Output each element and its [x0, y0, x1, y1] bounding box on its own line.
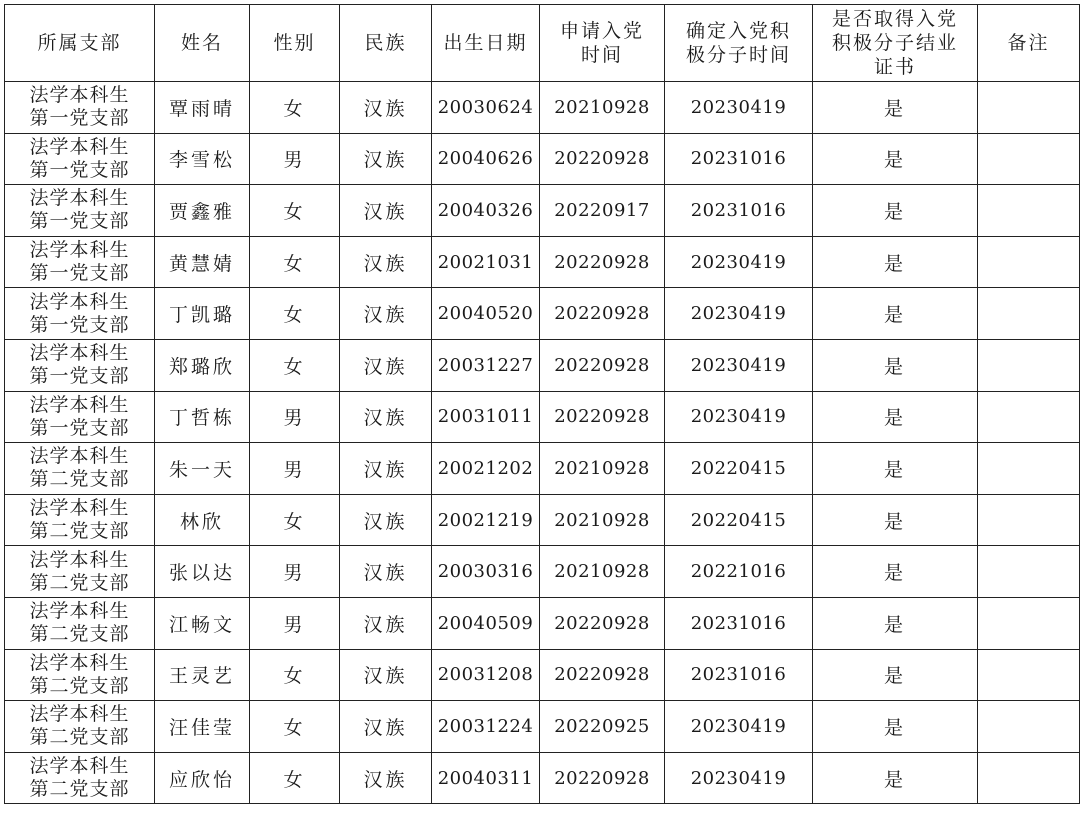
cell-branch: 法学本科生 第一党支部: [5, 339, 155, 391]
cell-branch: 法学本科生 第二党支部: [5, 701, 155, 753]
cell-application-date: 20220928: [540, 236, 665, 288]
cell-gender: 女: [250, 701, 340, 753]
cell-ethnicity: 汉族: [340, 288, 432, 340]
cell-application-date: 20220928: [540, 597, 665, 649]
table-row: [5, 391, 1080, 443]
cell-activist-date: 20221016: [665, 546, 813, 598]
cell-name: 丁哲栋: [155, 391, 250, 443]
cell-application-date: 20220928: [540, 752, 665, 804]
activist-roster-table: [4, 4, 1080, 804]
cell-branch: 法学本科生 第二党支部: [5, 649, 155, 701]
cell-certificate: 是: [813, 597, 978, 649]
cell-certificate: 是: [813, 752, 978, 804]
cell-ethnicity: 汉族: [340, 133, 432, 185]
cell-ethnicity: 汉族: [340, 339, 432, 391]
table-row: [5, 443, 1080, 495]
cell-name: 江畅文: [155, 597, 250, 649]
table-row: [5, 185, 1080, 237]
table-row: [5, 236, 1080, 288]
cell-certificate: 是: [813, 288, 978, 340]
cell-application-date: 20220928: [540, 339, 665, 391]
cell-activist-date: 20220415: [665, 494, 813, 546]
cell-ethnicity: 汉族: [340, 701, 432, 753]
cell-activist-date: 20231016: [665, 597, 813, 649]
cell-activist-date: 20230419: [665, 288, 813, 340]
cell-gender: 男: [250, 443, 340, 495]
cell-branch: 法学本科生 第一党支部: [5, 185, 155, 237]
header-certificate: 是否取得入党 积极分子结业 证书: [813, 5, 978, 82]
cell-remarks: [978, 288, 1080, 340]
cell-activist-date: 20230419: [665, 236, 813, 288]
table-row: [5, 597, 1080, 649]
cell-branch: 法学本科生 第二党支部: [5, 597, 155, 649]
cell-ethnicity: 汉族: [340, 185, 432, 237]
cell-certificate: 是: [813, 546, 978, 598]
cell-activist-date: 20230419: [665, 339, 813, 391]
cell-activist-date: 20220415: [665, 443, 813, 495]
table-row: [5, 546, 1080, 598]
table-row: [5, 288, 1080, 340]
cell-gender: 女: [250, 752, 340, 804]
cell-certificate: 是: [813, 391, 978, 443]
cell-application-date: 20210928: [540, 546, 665, 598]
cell-remarks: [978, 133, 1080, 185]
cell-activist-date: 20230419: [665, 701, 813, 753]
table-row: [5, 701, 1080, 753]
cell-application-date: 20220928: [540, 288, 665, 340]
cell-name: 黄慧婧: [155, 236, 250, 288]
cell-name: 郑璐欣: [155, 339, 250, 391]
roster-document: [0, 4, 1080, 804]
cell-remarks: [978, 546, 1080, 598]
header-branch: 所属支部: [5, 5, 155, 82]
cell-remarks: [978, 701, 1080, 753]
cell-application-date: 20220928: [540, 133, 665, 185]
header-birth-date: 出生日期: [432, 5, 540, 82]
cell-certificate: 是: [813, 494, 978, 546]
header-row: [5, 5, 1080, 82]
table-row: [5, 82, 1080, 134]
cell-birth-date: 20031011: [432, 391, 540, 443]
cell-certificate: 是: [813, 649, 978, 701]
cell-ethnicity: 汉族: [340, 597, 432, 649]
cell-ethnicity: 汉族: [340, 236, 432, 288]
cell-birth-date: 20040311: [432, 752, 540, 804]
cell-remarks: [978, 752, 1080, 804]
cell-name: 贾鑫雅: [155, 185, 250, 237]
cell-gender: 女: [250, 649, 340, 701]
cell-ethnicity: 汉族: [340, 752, 432, 804]
table-body: [5, 82, 1080, 804]
header-application-date: 申请入党 时间: [540, 5, 665, 82]
cell-birth-date: 20021031: [432, 236, 540, 288]
cell-remarks: [978, 649, 1080, 701]
cell-certificate: 是: [813, 701, 978, 753]
cell-certificate: 是: [813, 236, 978, 288]
cell-ethnicity: 汉族: [340, 443, 432, 495]
cell-gender: 女: [250, 185, 340, 237]
cell-ethnicity: 汉族: [340, 391, 432, 443]
cell-name: 覃雨晴: [155, 82, 250, 134]
cell-gender: 女: [250, 288, 340, 340]
cell-birth-date: 20030316: [432, 546, 540, 598]
cell-activist-date: 20230419: [665, 82, 813, 134]
header-name: 姓名: [155, 5, 250, 82]
cell-ethnicity: 汉族: [340, 546, 432, 598]
cell-name: 应欣怡: [155, 752, 250, 804]
cell-remarks: [978, 494, 1080, 546]
cell-application-date: 20220925: [540, 701, 665, 753]
cell-gender: 女: [250, 82, 340, 134]
cell-gender: 男: [250, 546, 340, 598]
cell-birth-date: 20040626: [432, 133, 540, 185]
cell-gender: 女: [250, 236, 340, 288]
cell-certificate: 是: [813, 339, 978, 391]
cell-remarks: [978, 82, 1080, 134]
cell-branch: 法学本科生 第二党支部: [5, 752, 155, 804]
table-row: [5, 339, 1080, 391]
cell-gender: 男: [250, 133, 340, 185]
cell-branch: 法学本科生 第一党支部: [5, 236, 155, 288]
cell-application-date: 20210928: [540, 82, 665, 134]
table-row: [5, 133, 1080, 185]
cell-certificate: 是: [813, 133, 978, 185]
cell-name: 张以达: [155, 546, 250, 598]
cell-branch: 法学本科生 第二党支部: [5, 494, 155, 546]
header-remarks: 备注: [978, 5, 1080, 82]
cell-remarks: [978, 391, 1080, 443]
cell-activist-date: 20230419: [665, 391, 813, 443]
cell-ethnicity: 汉族: [340, 494, 432, 546]
cell-remarks: [978, 185, 1080, 237]
cell-certificate: 是: [813, 443, 978, 495]
cell-application-date: 20220928: [540, 649, 665, 701]
cell-name: 朱一天: [155, 443, 250, 495]
cell-birth-date: 20021202: [432, 443, 540, 495]
cell-application-date: 20210928: [540, 494, 665, 546]
cell-remarks: [978, 597, 1080, 649]
cell-gender: 男: [250, 597, 340, 649]
cell-gender: 女: [250, 494, 340, 546]
cell-certificate: 是: [813, 82, 978, 134]
cell-ethnicity: 汉族: [340, 649, 432, 701]
cell-birth-date: 20031227: [432, 339, 540, 391]
cell-activist-date: 20231016: [665, 185, 813, 237]
cell-branch: 法学本科生 第一党支部: [5, 288, 155, 340]
cell-name: 李雪松: [155, 133, 250, 185]
cell-birth-date: 20031224: [432, 701, 540, 753]
header-ethnicity: 民族: [340, 5, 432, 82]
cell-gender: 男: [250, 391, 340, 443]
table-row: [5, 752, 1080, 804]
cell-ethnicity: 汉族: [340, 82, 432, 134]
table-row: [5, 494, 1080, 546]
cell-activist-date: 20231016: [665, 649, 813, 701]
cell-activist-date: 20230419: [665, 752, 813, 804]
cell-remarks: [978, 339, 1080, 391]
cell-gender: 女: [250, 339, 340, 391]
cell-remarks: [978, 443, 1080, 495]
header-gender: 性别: [250, 5, 340, 82]
cell-birth-date: 20040520: [432, 288, 540, 340]
cell-branch: 法学本科生 第二党支部: [5, 546, 155, 598]
cell-name: 丁凯璐: [155, 288, 250, 340]
cell-application-date: 20210928: [540, 443, 665, 495]
cell-birth-date: 20031208: [432, 649, 540, 701]
table-row: [5, 649, 1080, 701]
cell-branch: 法学本科生 第一党支部: [5, 391, 155, 443]
cell-birth-date: 20030624: [432, 82, 540, 134]
cell-birth-date: 20040509: [432, 597, 540, 649]
cell-application-date: 20220917: [540, 185, 665, 237]
header-activist-date: 确定入党积 极分子时间: [665, 5, 813, 82]
cell-branch: 法学本科生 第一党支部: [5, 133, 155, 185]
cell-name: 王灵艺: [155, 649, 250, 701]
cell-name: 汪佳莹: [155, 701, 250, 753]
cell-birth-date: 20040326: [432, 185, 540, 237]
cell-application-date: 20220928: [540, 391, 665, 443]
cell-name: 林欣: [155, 494, 250, 546]
cell-remarks: [978, 236, 1080, 288]
cell-birth-date: 20021219: [432, 494, 540, 546]
cell-activist-date: 20231016: [665, 133, 813, 185]
cell-certificate: 是: [813, 185, 978, 237]
cell-branch: 法学本科生 第二党支部: [5, 443, 155, 495]
cell-branch: 法学本科生 第一党支部: [5, 82, 155, 134]
